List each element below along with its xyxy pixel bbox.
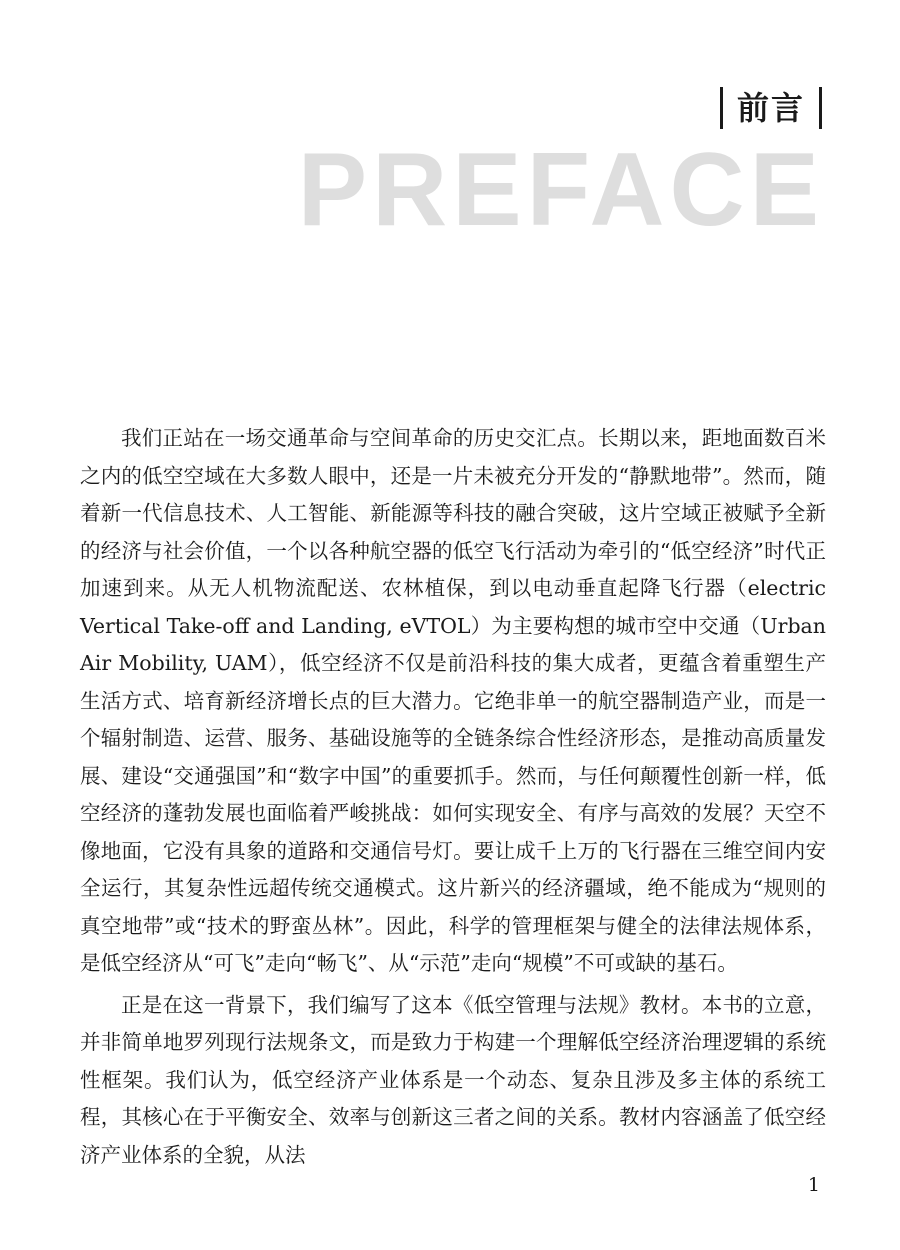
body-text: [80, 420, 826, 1178]
page-number: 1: [807, 1174, 820, 1196]
heading-right-bar: [819, 87, 822, 129]
chapter-heading: [720, 86, 822, 130]
paragraph: 正是在这一背景下，我们编写了这本《低空管理与法规》教材。本书的立意，并非简单地罗列现行法规条文，而是致力于构建一个理解低空经济治理逻辑的系统性框架。我们认为，低空经济产业体系是一个动态、复杂且涉及多主体的系统工程，其核心在于平衡安全、效率与创新这三者之间的关系。教材内容涵盖了低空经济产业体系的全貌，从法: [80, 992, 826, 1167]
paragraph: 我们正站在一场交通革命与空间革命的历史交汇点。长期以来，距地面数百米之内的低空空域在大多数人眼中，还是一片未被充分开发的“静默地带”。然而，随着新一代信息技术、人工智能、新能源等科技的融合突破，这片空域正被赋予全新的经济与社会价值，一个以各种航空器的低空飞行活动为牵引的“低空经济”时代正加速到来。从无人机物流配送、农林植保，到以电动垂直起降飞行器（electric Vertical Take-off and Landing, eVTOL）为主要构想的城市空中交通（Urban Air Mobility, UAM），低空经济不仅是前沿科技的集大成者，更蕴含着重塑生产生活方式、培育新经济增长点的巨大潜力。它绝非单一的航空器制造产业，而是一个辐射制造、运营、服务、基础设施等的全链条综合性经济形态，是推动高质量发展、建设“交通强国”和“数字中国”的重要抓手。然而，与任何颠覆性创新一样，低空经济的蓬勃发展也面临着严峻挑战：如何实现安全、有序与高效的发展？天空不像地面，它没有具象的道路和交通信号灯。要让成千上万的飞行器在三维空间内安全运行，其复杂性远超传统交通模式。这片新兴的经济疆域，绝不能成为“规则的真空地带”或“技术的野蛮丛林”。因此，科学的管理框架与健全的法律法规体系，是低空经济从“可飞”走向“畅飞”、从“示范”走向“规模”不可或缺的基石。: [80, 426, 826, 975]
preface-watermark: PREFACE: [297, 132, 824, 248]
chapter-title: 前言: [736, 89, 805, 127]
